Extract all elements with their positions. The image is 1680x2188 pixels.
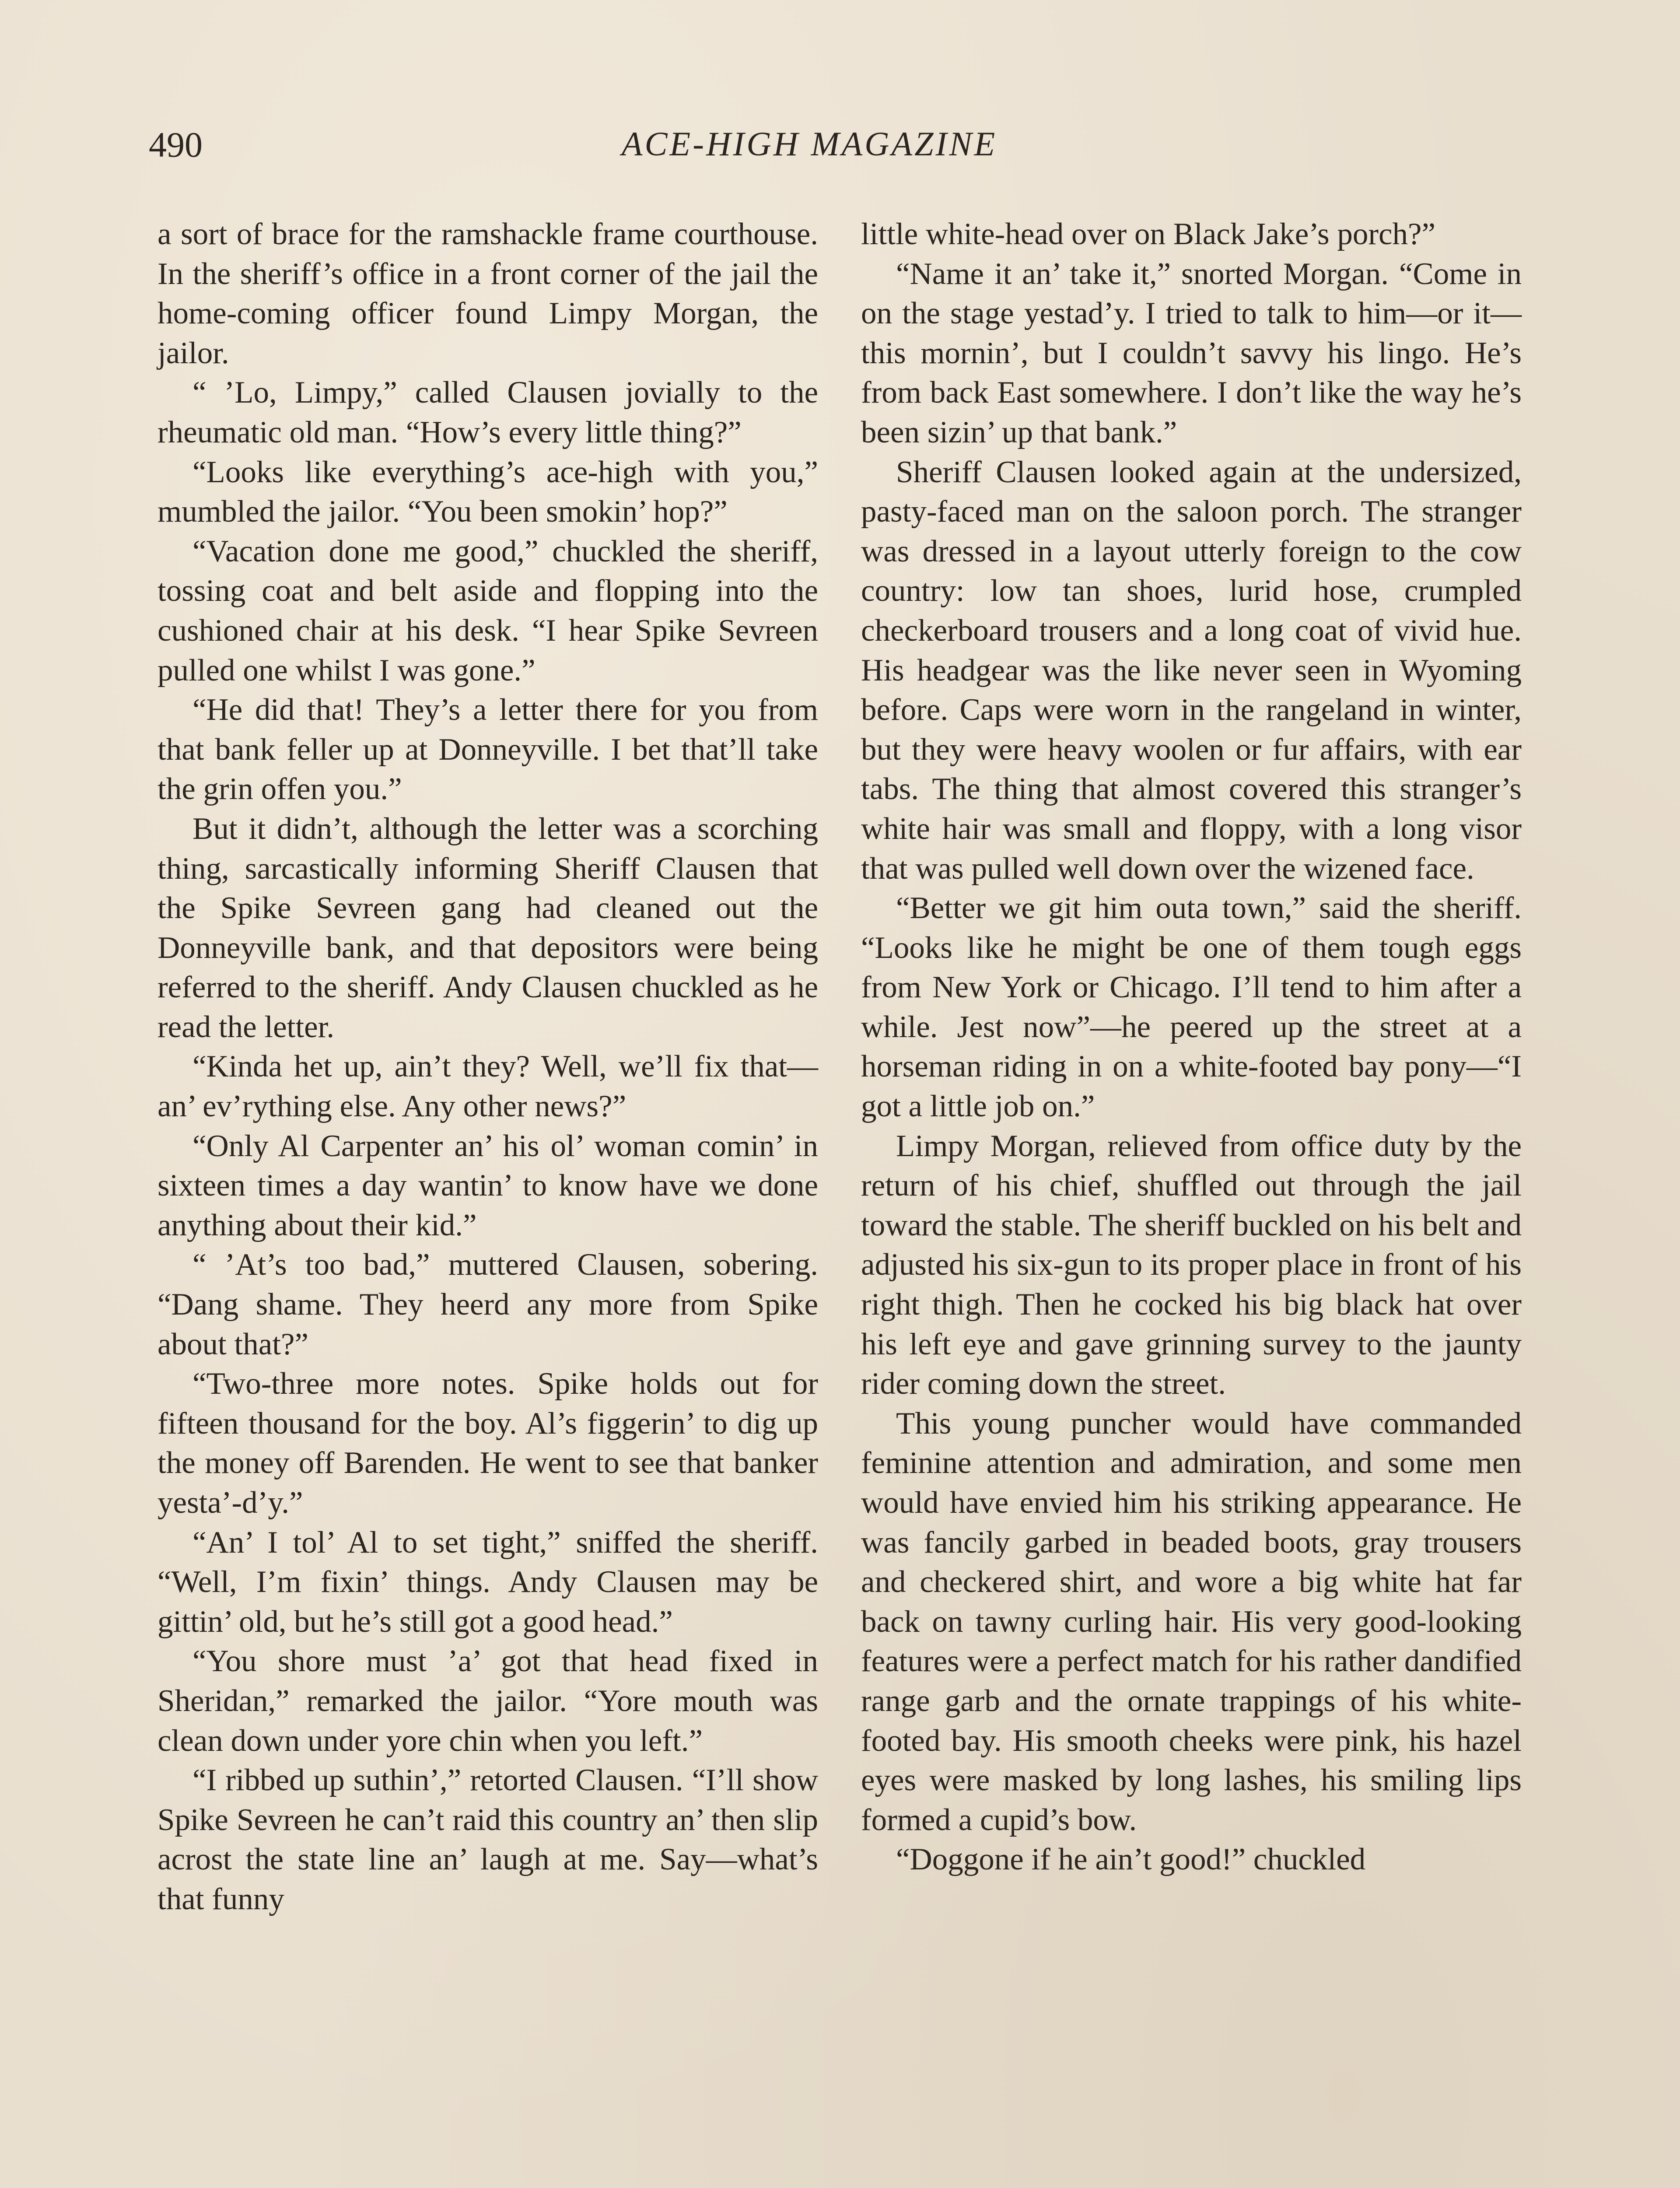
- paragraph: “Better we git him outa town,” said the sheriff. “Looks like he might be one of them tough eggs from New York or Chicago. I’ll tend to him after a while. Jest now”—he peered up the street at a horseman riding in on a white-footed bay pony—“I got a little job on.”: [861, 891, 1522, 1124]
- paragraph: “Only Al Carpenter an’ his ol’ woman comin’ in sixteen times a day wantin’ to know have we done anything about their kid.”: [158, 1129, 818, 1242]
- paragraph: “ ’Lo, Limpy,” called Clausen jovially to the rheumatic old man. “How’s every little thing?”: [158, 375, 818, 449]
- paragraph: “Doggone if he ain’t good!” chuckled: [896, 1842, 1366, 1877]
- running-head: ACE-HIGH MAGAZINE: [621, 125, 998, 163]
- paragraph: Limpy Morgan, relieved from office duty by the return of his chief, shuffled out through the jail toward the stable. The sheriff buckled on his belt and adjusted his six-gun to its proper place in front of his right thigh. Then he cocked his big black hat over his left eye and gave grinning survey to the jaunty rider coming down the street.: [861, 1129, 1522, 1401]
- paragraph: “You shore must ’a’ got that head fixed in Sheridan,” remarked the jailor. “Yore mouth was clean down under yore chin when you left.”: [158, 1644, 818, 1758]
- paragraph: a sort of brace for the ramshackle frame courthouse. In the sheriff’s office in a front corner of the jail the home-coming officer found Limpy Morgan, the jailor.: [158, 217, 818, 370]
- paragraph: “Vacation done me good,” chuckled the sheriff, tossing coat and belt aside and flopping into the cushioned chair at his desk. “I hear Spike Sevreen pulled one whilst I was gone.”: [158, 534, 818, 687]
- paragraph: “Looks like everything’s ace-high with you,” mumbled the jailor. “You been smokin’ hop?”: [158, 455, 818, 529]
- paragraph: “ ’At’s too bad,” muttered Clausen, sobering. “Dang shame. They heerd any more from Spike about that?”: [158, 1248, 818, 1361]
- paragraph: Sheriff Clausen looked again at the undersized, pasty-faced man on the saloon porch. The stranger was dressed in a layout utterly foreign to the cow country: low tan shoes, lurid hose, crumpled checkerboard trousers and a long coat of vivid hue. His headgear was the like never seen in Wyoming before. Caps were worn in the rangeland in winter, but they were heavy woolen or fur affairs, with ear tabs. The thing that almost covered this stranger’s white hair was small and floppy, with a long visor that was pulled well down over the wizened face.: [861, 455, 1522, 886]
- paragraph: But it didn’t, although the letter was a scorching thing, sarcastically informing Sheriff Clausen that the Spike Sevreen gang had cleaned out the Donneyville bank, and that depositors were being referred to the sheriff. Andy Clausen chuckled as he read the letter.: [158, 811, 818, 1044]
- paragraph: little white-head over on Black Jake’s porch?”: [861, 217, 1436, 251]
- paragraph: “Name it an’ take it,” snorted Morgan. “Come in on the stage yestad’y. I tried to talk to him—or it—this mornin’, but I couldn’t savvy his lingo. He’s from back East somewhere. I don’t like the way he’s been sizin’ up that bank.”: [861, 256, 1522, 449]
- paragraph: “Two-three more notes. Spike holds out for fifteen thousand for the boy. Al’s figgerin’ to dig up the money off Barenden. He went to see that banker yesta’-d’y.”: [158, 1367, 818, 1520]
- paragraph: “An’ I tol’ Al to set tight,” sniffed the sheriff. “Well, I’m fixin’ things. Andy Clausen may be gittin’ old, but he’s still got a good head.”: [158, 1525, 818, 1639]
- paragraph: “I ribbed up suthin’,” retorted Clausen. “I’ll show Spike Sevreen he can’t raid this country an’ then slip acrost the state line an’ laugh at me. Say—what’s that funny: [158, 1763, 818, 1916]
- left-column: [158, 214, 818, 1919]
- paragraph: “He did that! They’s a letter there for you from that bank feller up at Donneyville. I bet that’ll take the grin offen you.”: [158, 693, 818, 806]
- page-number: 490: [149, 125, 203, 165]
- paragraph: “Kinda het up, ain’t they? Well, we’ll fix that—an’ ev’rything else. Any other news?”: [158, 1049, 818, 1124]
- right-column: [861, 214, 1522, 1879]
- paragraph: This young puncher would have commanded feminine attention and admiration, and some men would have envied him his striking appearance. He was fancily garbed in beaded boots, gray trousers and checkered shirt, and wore a big white hat far back on tawny curling hair. His very good-looking features were a perfect match for his rather dandified range garb and the ornate trappings of his white-footed bay. His smooth cheeks were pink, his hazel eyes were masked by long lashes, his smiling lips formed a cupid’s bow.: [861, 1406, 1522, 1837]
